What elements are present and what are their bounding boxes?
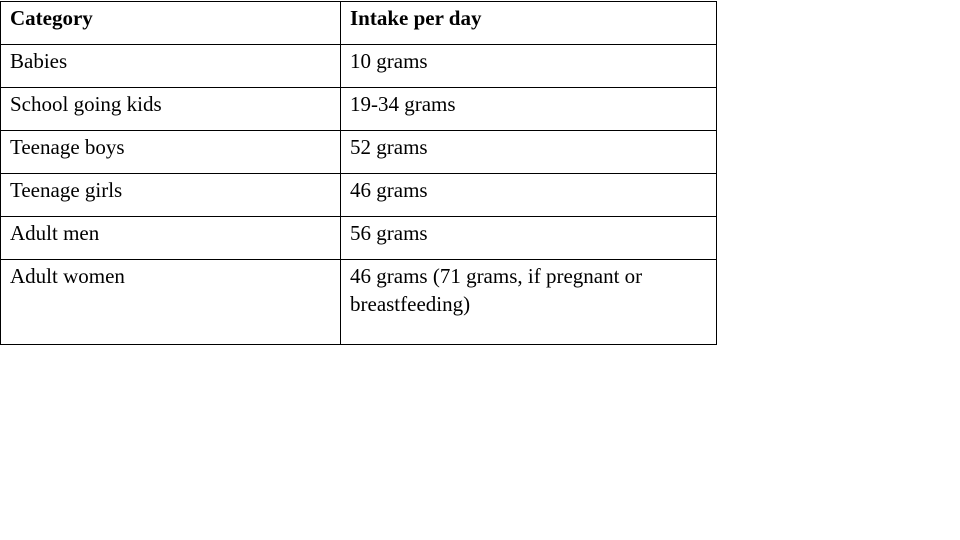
table-header-row <box>1 2 717 45</box>
category-cell: Adult men <box>1 217 341 260</box>
intake-cell: 10 grams <box>341 45 717 88</box>
intake-cell: 46 grams (71 grams, if pregnant or breastfeeding) <box>341 260 717 345</box>
table-row <box>1 45 717 88</box>
category-cell: Adult women <box>1 260 341 345</box>
category-cell: Teenage girls <box>1 174 341 217</box>
table-row <box>1 174 717 217</box>
table-row <box>1 88 717 131</box>
table-row <box>1 217 717 260</box>
intake-table <box>0 1 717 345</box>
intake-cell: 46 grams <box>341 174 717 217</box>
category-cell: Teenage boys <box>1 131 341 174</box>
header-intake-per-day: Intake per day <box>341 2 717 45</box>
intake-cell: 56 grams <box>341 217 717 260</box>
intake-cell: 52 grams <box>341 131 717 174</box>
category-cell: Babies <box>1 45 341 88</box>
category-cell: School going kids <box>1 88 341 131</box>
header-category: Category <box>1 2 341 45</box>
table-row <box>1 131 717 174</box>
intake-cell: 19-34 grams <box>341 88 717 131</box>
table-row <box>1 260 717 345</box>
